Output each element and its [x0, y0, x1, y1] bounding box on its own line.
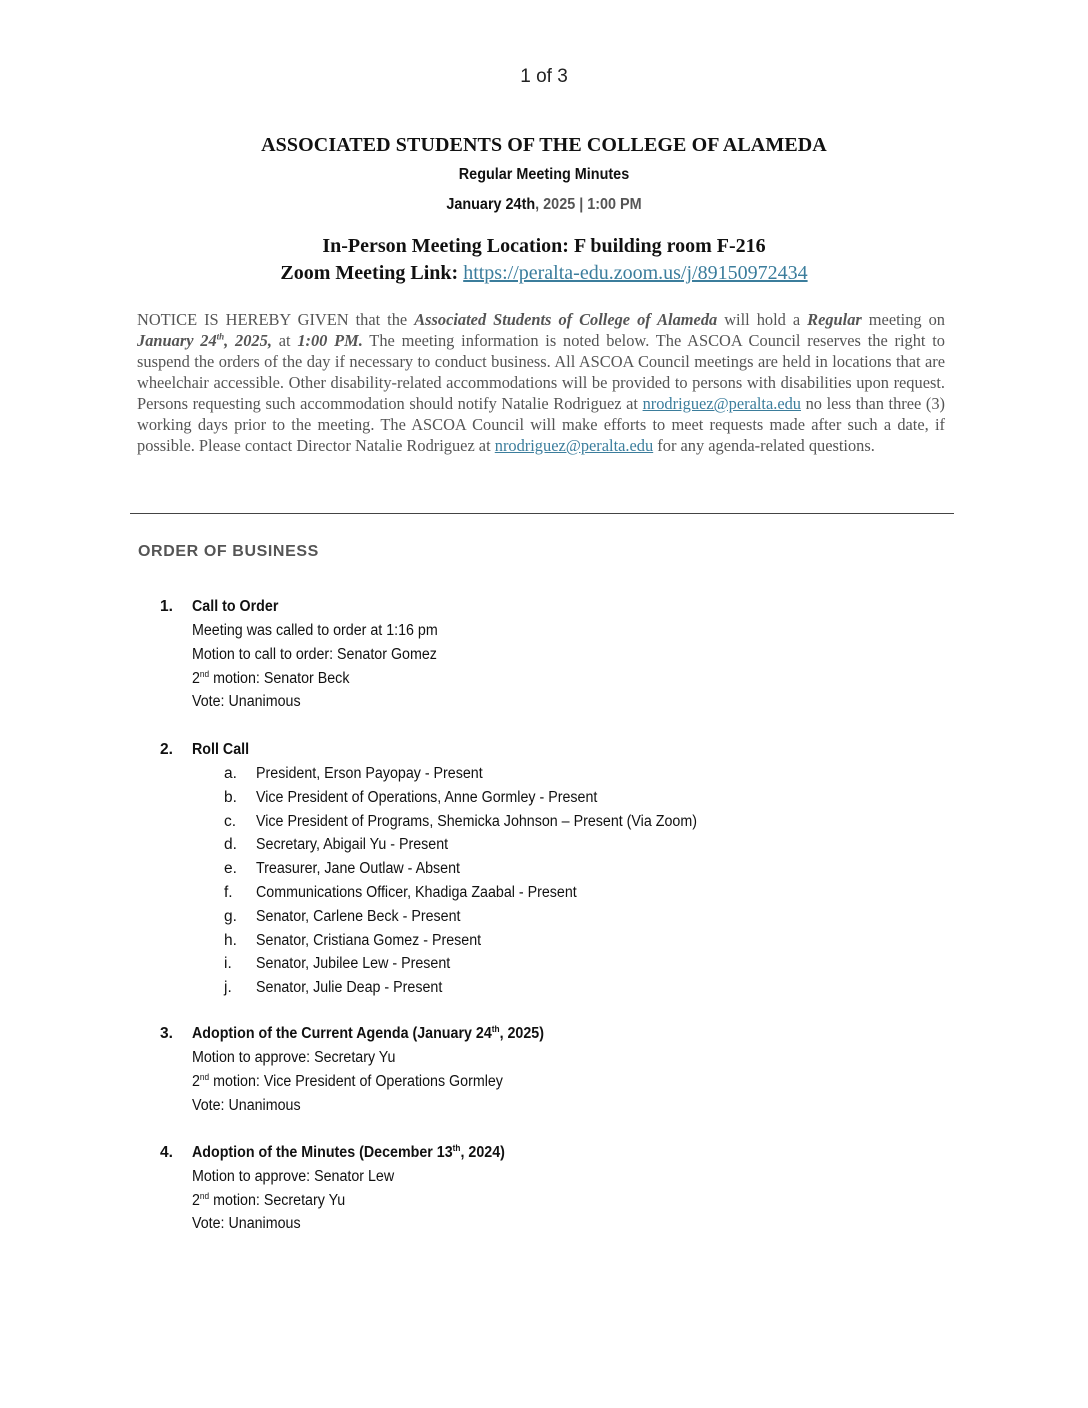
ordinal: 2 — [192, 670, 200, 687]
roll-call-letter: g. — [224, 907, 237, 925]
roll-call-entry: Senator, Cristiana Gomez - Present — [256, 931, 482, 949]
notice-text: NOTICE IS HEREBY GIVEN that the — [137, 310, 415, 329]
roll-call-entry: Vice President of Operations, Anne Gormley - Present — [256, 788, 598, 806]
item-title-call-to-order: Call to Order — [192, 598, 279, 615]
roll-call-letter: a. — [224, 765, 237, 782]
ordinal-suffix: th — [491, 1023, 500, 1034]
roll-call-entry: Senator, Julie Deap - Present — [256, 979, 443, 997]
ordinal-suffix: th — [452, 1142, 461, 1153]
motion-text: motion: Senator Beck — [209, 670, 350, 687]
item-number: 2. — [160, 741, 173, 758]
email-link[interactable]: nrodriguez@peralta.edu — [642, 394, 802, 413]
item-number: 1. — [160, 598, 173, 615]
notice-text: for any agenda-related questions. — [653, 436, 875, 455]
item-line — [192, 1192, 345, 1210]
roll-call-entry: President, Erson Payopay - Present — [256, 765, 483, 782]
item-line: Vote: Unanimous — [192, 1097, 301, 1114]
divider — [130, 513, 954, 514]
item-line: Vote: Unanimous — [192, 693, 301, 710]
zoom-label: Zoom Meeting Link: — [280, 262, 459, 284]
meeting-date-main: January 24th — [446, 196, 536, 213]
roll-call-letter: e. — [224, 860, 237, 878]
roll-call-entry: Senator, Carlene Beck - Present — [256, 907, 461, 925]
item-line: Motion to approve: Secretary Yu — [192, 1049, 396, 1066]
notice-time: 1:00 PM. — [297, 331, 363, 350]
roll-call-letter: i. — [224, 955, 232, 973]
order-of-business-heading: ORDER OF BUSINESS — [138, 543, 319, 560]
item-line — [192, 1073, 503, 1091]
item-line: Motion to call to order: Senator Gomez — [192, 646, 437, 663]
title-text: , 2024) — [460, 1144, 505, 1161]
roll-call-letter: c. — [224, 812, 237, 830]
roll-call-letter: b. — [224, 788, 237, 806]
meeting-date — [54, 196, 1033, 214]
notice-date: January 24 — [137, 331, 217, 350]
document-subtitle: Regular Meeting Minutes — [458, 166, 630, 183]
roll-call-entry: Secretary, Abigail Yu - Present — [256, 836, 449, 854]
organization-title: ASSOCIATED STUDENTS OF THE COLLEGE OF ALAMEDA — [261, 134, 827, 156]
item-line: Meeting was called to order at 1:16 pm — [192, 622, 438, 639]
notice-text: will hold a — [717, 310, 808, 329]
email-link[interactable]: nrodriguez@peralta.edu — [494, 436, 654, 455]
roll-call-entry: Vice President of Programs, Shemicka Johnson – Present (Via Zoom) — [256, 812, 697, 830]
ordinal-suffix: nd — [199, 1190, 210, 1201]
item-title-roll-call: Roll Call — [192, 741, 250, 758]
item-line: Motion to approve: Senator Lew — [192, 1168, 395, 1185]
roll-call-entry: Senator, Jubilee Lew - Present — [256, 955, 451, 973]
roll-call-letter: h. — [224, 931, 237, 949]
notice-org: Associated Students of College of Alameda — [414, 310, 718, 329]
item-number: 4. — [160, 1144, 173, 1161]
zoom-link[interactable]: https://peralta-edu.zoom.us/j/89150972434 — [463, 262, 808, 284]
item-title-minutes — [192, 1144, 505, 1162]
item-title-agenda — [192, 1025, 544, 1043]
item-number: 3. — [160, 1025, 173, 1042]
notice-text: meeting on — [861, 310, 945, 329]
title-text: , 2025) — [499, 1025, 544, 1042]
ordinal-suffix: nd — [199, 1071, 210, 1082]
motion-text: motion: Vice President of Operations Gormley — [209, 1073, 503, 1090]
title-text: Adoption of the Minutes (December 13 — [192, 1144, 453, 1161]
meeting-location: In-Person Meeting Location: F building room F-216 — [322, 235, 766, 257]
ordinal: 2 — [192, 1073, 200, 1090]
notice-paragraph — [137, 309, 945, 456]
roll-call-entry: Communications Officer, Khadiga Zaabal - Present — [256, 884, 577, 901]
notice-regular: Regular — [807, 310, 862, 329]
item-line — [192, 670, 349, 688]
ordinal-suffix: nd — [199, 668, 210, 679]
notice-date-year: , 2025, — [224, 331, 272, 350]
ordinal: 2 — [192, 1192, 200, 1209]
motion-text: motion: Secretary Yu — [209, 1192, 346, 1209]
roll-call-entry: Treasurer, Jane Outlaw - Absent — [256, 860, 460, 878]
notice-text: no less than three (3) working days prior to the meeting. The ASCOA Council will make efforts to meet requests made after such a date, if possible. Please contact Director Natalie Rodriguez at — [137, 394, 946, 455]
item-line: Vote: Unanimous — [192, 1215, 301, 1232]
notice-text: The meeting information is noted below. The ASCOA Council reserves the right to suspend the orders of the day if necessary to conduct business. All ASCOA Council meetings are held in locations that are wheelchair accessible. Other disability-related accommodations will be provided to persons with disabilities upon request. Persons requesting such accommodation should notify Natalie Rodriguez at — [137, 331, 945, 413]
notice-text: at — [271, 331, 298, 350]
title-text: Adoption of the Current Agenda (January 24 — [192, 1025, 492, 1042]
page-indicator: 1 of 3 — [520, 66, 568, 87]
meeting-date-rest: , 2025 | 1:00 PM — [535, 196, 642, 213]
zoom-line — [0, 262, 1088, 285]
roll-call-letter: d. — [224, 836, 237, 854]
roll-call-letter: j. — [224, 979, 232, 997]
roll-call-letter: f. — [224, 884, 233, 901]
notice-date-sup: th — [216, 331, 225, 342]
